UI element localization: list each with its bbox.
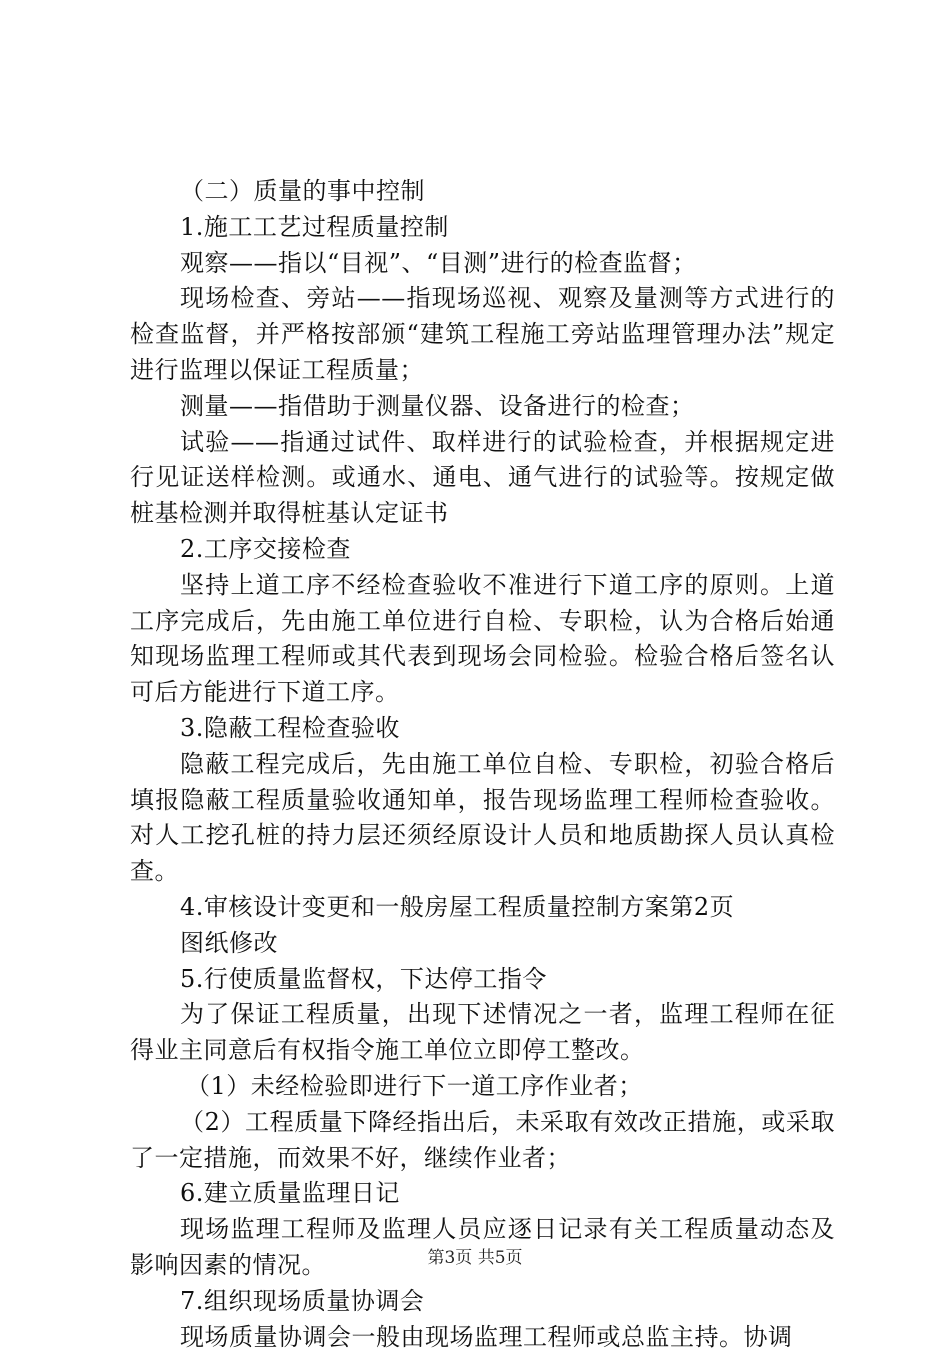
paragraph: 隐蔽工程完成后，先由施工单位自检、专职检，初验合格后填报隐蔽工程质量验收通知单，报告现场监理工程师检查验收。对人工挖孔桩的持力层还须经原设计人员和地质勘探人员认真检查。 (130, 747, 835, 890)
paragraph: 为了保证工程质量，出现下述情况之一者，监理工程师在征得业主同意后有权指令施工单位立即停工整改。 (130, 997, 835, 1069)
subsection-heading: 2.工序交接检查 (130, 532, 835, 568)
subsection-heading: 6.建立质量监理日记 (130, 1176, 835, 1212)
section-heading: （二）质量的事中控制 (130, 174, 835, 210)
subsection-heading: 3.隐蔽工程检查验收 (130, 711, 835, 747)
page-footer (0, 1243, 950, 1268)
list-item: （2）工程质量下降经指出后，未采取有效改正措施，或采取了一定措施，而效果不好，继续作业者； (130, 1105, 835, 1177)
paragraph: 试验——指通过试件、取样进行的试验检查，并根据规定进行见证送样检测。或通水、通电、通气进行的试验等。按规定做桩基检测并取得桩基认定证书 (130, 425, 835, 532)
paragraph: 现场检查、旁站——指现场巡视、观察及量测等方式进行的检查监督，并严格按部颁“建筑工程施工旁站监理管理办法”规定进行监理以保证工程质量； (130, 281, 835, 388)
page-number: 第3页 共5页 (427, 1248, 522, 1268)
paragraph: 现场质量协调会一般由现场监理工程师或总监主持。协调 (130, 1320, 835, 1355)
paragraph: 观察——指以“目视”、“目测”进行的检查监督； (130, 246, 835, 282)
subsection-heading: 7.组织现场质量协调会 (130, 1284, 835, 1320)
subsection-heading: 1.施工工艺过程质量控制 (130, 210, 835, 246)
subsection-heading: 4.审核设计变更和一般房屋工程质量控制方案第2页 (130, 890, 835, 926)
paragraph: 现场监理工程师及监理人员应逐日记录有关工程质量动态及影响因素的情况。 (130, 1212, 835, 1284)
list-item: （1）未经检验即进行下一道工序作业者； (130, 1069, 835, 1105)
paragraph: 图纸修改 (130, 926, 835, 962)
subsection-heading: 5.行使质量监督权，下达停工指令 (130, 962, 835, 998)
document-body (130, 174, 835, 1355)
paragraph: 坚持上道工序不经检查验收不准进行下道工序的原则。上道工序完成后，先由施工单位进行自检、专职检，认为合格后始通知现场监理工程师或其代表到现场会同检验。检验合格后签名认可后方能进行下道工序。 (130, 568, 835, 711)
paragraph: 测量——指借助于测量仪器、设备进行的检查； (130, 389, 835, 425)
